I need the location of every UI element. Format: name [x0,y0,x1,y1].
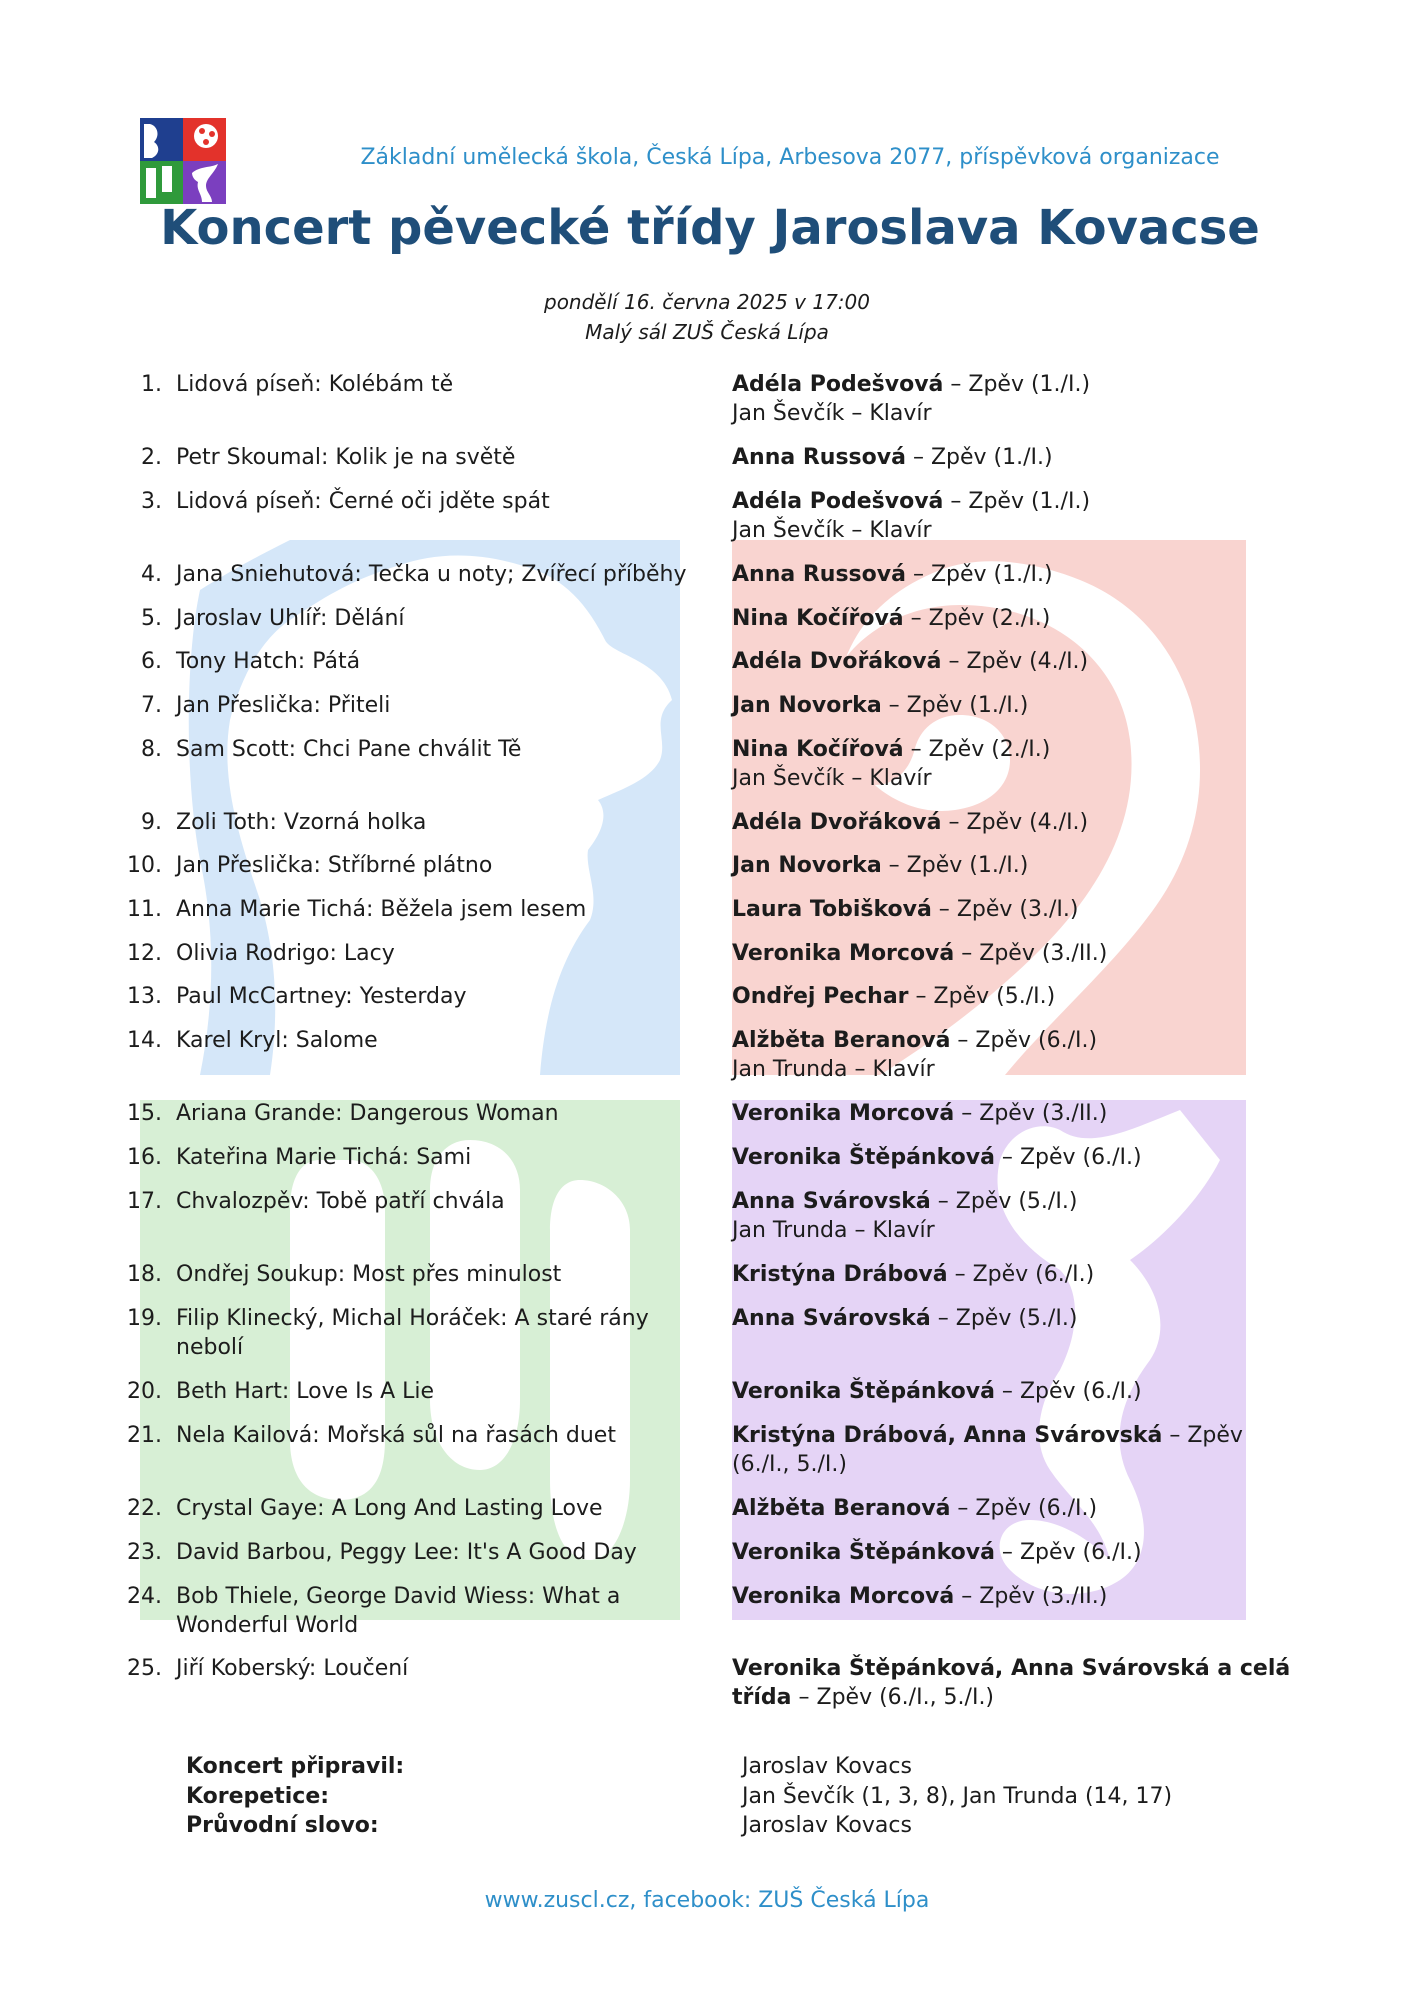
program-number: 13. [127,984,162,1009]
performer-name: Anna Russová [732,445,906,470]
performer-line: Nina Kočířová – Zpěv (2./I.) [732,737,1051,762]
performer-name: Ondřej Pechar [732,984,909,1009]
performer-name: Veronika Štěpánková [732,1379,995,1404]
program-number: 7. [141,693,162,718]
program-song: Lidová píseň: Černé oči jděte spát [176,489,550,514]
program-number: 21. [127,1423,162,1448]
performer-line: Jan Novorka – Zpěv (1./I.) [732,693,1029,718]
performer-line: Nina Kočířová – Zpěv (2./I.) [732,606,1051,631]
program-number: 8. [141,737,162,762]
program-performer [732,1099,1292,1128]
program-song: Jan Přeslička: Přiteli [176,693,391,718]
program-performer [732,982,1292,1011]
performer-line: Veronika Štěpánková, Anna Svárovská a celá třída – Zpěv (6./I., 5./I.) [732,1656,1291,1710]
program-song: Lidová píseň: Kolébám tě [176,372,454,397]
performer-line: Veronika Štěpánková – Zpěv (6./I.) [732,1145,1142,1170]
program-number: 6. [141,649,162,674]
performer-name: Jan Novorka [732,693,882,718]
program-song: Crystal Gaye: A Long And Lasting Love [176,1496,603,1521]
event-venue: Malý sál ZUŠ Česká Lípa [585,320,829,344]
program-song: Jan Přeslička: Stříbrné plátno [176,853,493,878]
program-number: 14. [127,1028,162,1053]
performer-line: Veronika Morcová – Zpěv (3./II.) [732,941,1108,966]
program-song: Ariana Grande: Dangerous Woman [176,1101,559,1126]
performer-role: Zpěv (1./I.) [968,489,1091,514]
performer-line: Kristýna Drábová, Anna Svárovská – Zpěv (6./I., 5./I.) [732,1423,1243,1477]
performer-name: Nina Kočířová [732,737,904,762]
program-performer [732,487,1292,545]
program-song: Jana Sniehutová: Tečka u noty; Zvířecí příběhy [176,562,687,587]
program-number: 17. [127,1189,162,1214]
program-song: Beth Hart: Love Is A Lie [176,1379,435,1404]
performer-name: Adéla Dvořáková [732,649,942,674]
credit-prepared-label: Koncert připravil: [186,1754,405,1779]
program-song: Ondřej Soukup: Most přes minulost [176,1262,562,1287]
program-number: 24. [127,1584,162,1609]
accompanist-line: Jan Trunda – Klavír [732,1218,935,1243]
performer-line: Alžběta Beranová – Zpěv (6./I.) [732,1028,1098,1053]
performer-name: Adéla Podešvová [732,372,944,397]
program-performer [732,1421,1292,1479]
performer-role: Zpěv (6./I.) [1019,1145,1142,1170]
program-number: 16. [127,1145,162,1170]
program-number: 1. [141,372,162,397]
page-title: Koncert pěvecké třídy Jaroslava Kovacse [160,200,1260,256]
performer-name: Laura Tobišková [732,897,932,922]
program-song: Paul McCartney: Yesterday [176,984,467,1009]
credits-labels [186,1752,404,1841]
program-performer [732,1654,1292,1712]
program-song: Kateřina Marie Tichá: Sami [176,1145,472,1170]
performer-line: Adéla Dvořáková – Zpěv (4./I.) [732,810,1089,835]
performer-name: Adéla Podešvová [732,489,944,514]
performer-role: Zpěv (6./I.) [1019,1540,1142,1565]
performer-name: Alžběta Beranová [732,1496,951,1521]
performer-role: Zpěv (5./I.) [955,1189,1078,1214]
school-name: Základní umělecká škola, Česká Lípa, Arbesova 2077, příspěvková organizace [360,145,1220,170]
program-number: 3. [141,489,162,514]
performer-line: Anna Svárovská – Zpěv (5./I.) [732,1189,1078,1214]
program-number: 23. [127,1540,162,1565]
performer-role: Zpěv (4./I.) [966,649,1089,674]
program-number: 9. [141,810,162,835]
program-performer [732,1187,1292,1245]
program-number: 5. [141,606,162,631]
performer-role: Zpěv (1./I.) [930,445,1053,470]
program-song: Chvalozpěv: Tobě patří chvála [176,1189,505,1214]
program-performer [732,1260,1292,1289]
performer-role: Zpěv (6./I.) [975,1028,1098,1053]
program-song: Petr Skoumal: Kolik je na světě [176,445,516,470]
performer-role: Zpěv (6./I.) [975,1496,1098,1521]
program-performer [732,735,1292,793]
credit-narration-value: Jaroslav Kovacs [742,1813,912,1838]
performer-line: Jan Novorka – Zpěv (1./I.) [732,853,1029,878]
performer-role: Zpěv (6./I.) [1019,1379,1142,1404]
program-song: Karel Kryl: Salome [176,1028,378,1053]
program-performer [732,604,1292,633]
program-performer [732,1304,1292,1333]
performer-name: Adéla Dvořáková [732,810,942,835]
credit-accompaniment-label: Korepetice: [186,1783,330,1809]
credit-narration-label: Průvodní slovo: [186,1813,379,1838]
program-performer [732,808,1292,837]
performer-line: Laura Tobišková – Zpěv (3./I.) [732,897,1079,922]
program-song: Tony Hatch: Pátá [176,649,361,674]
program-song: Sam Scott: Chci Pane chválit Tě [176,737,522,762]
performer-role: Zpěv (6./I., 5./I.) [816,1685,995,1710]
credit-accompaniment-value: Jan Ševčík (1, 3, 8), Jan Trunda (14, 17) [742,1783,1173,1809]
accompanist-line: Jan Ševčík – Klavír [732,518,932,543]
performer-line: Veronika Štěpánková – Zpěv (6./I.) [732,1540,1142,1565]
credits-values [742,1752,1172,1841]
program-performer [732,443,1292,472]
performer-role: Zpěv (1./I.) [930,562,1053,587]
performer-role: Zpěv (4./I.) [966,810,1089,835]
program-performer [732,1538,1292,1567]
performer-role: Zpěv (5./I.) [933,984,1056,1009]
program-song: David Barbou, Peggy Lee: It's A Good Day [176,1540,637,1565]
performer-name: Jan Novorka [732,853,882,878]
performer-line: Veronika Morcová – Zpěv (3./II.) [732,1101,1108,1126]
credit-prepared-value: Jaroslav Kovacs [742,1754,912,1779]
program-number: 15. [127,1101,162,1126]
performer-role: Zpěv (3./I.) [956,897,1079,922]
performer-role: Zpěv (1./I.) [906,853,1029,878]
accompanist-line: Jan Trunda – Klavír [732,1057,935,1082]
event-date: pondělí 16. června 2025 v 17:00 [544,290,870,314]
performer-role: Zpěv (5./I.) [955,1306,1078,1331]
performer-line: Anna Svárovská – Zpěv (5./I.) [732,1306,1078,1331]
performer-name: Veronika Morcová [732,1101,955,1126]
program-number: 25. [127,1656,162,1681]
performer-name: Anna Russová [732,562,906,587]
program-performer [732,370,1292,428]
performer-name: Nina Kočířová [732,606,904,631]
program-song: Bob Thiele, George David Wiess: What a Wonderful World [176,1584,621,1638]
program-performer [732,1143,1292,1172]
program-performer [732,851,1292,880]
accompanist-line: Jan Ševčík – Klavír [732,766,932,791]
program-performer [732,560,1292,589]
performer-name: Alžběta Beranová [732,1028,951,1053]
performer-role: Zpěv (1./I.) [906,693,1029,718]
performer-role: Zpěv (3./II.) [979,1584,1108,1609]
performer-role: Zpěv (3./II.) [979,1101,1108,1126]
performer-line: Ondřej Pechar – Zpěv (5./I.) [732,984,1056,1009]
program-song: Zoli Toth: Vzorná holka [176,810,427,835]
performer-line: Veronika Štěpánková – Zpěv (6./I.) [732,1379,1142,1404]
footer-links[interactable]: www.zuscl.cz, facebook: ZUŠ Česká Lípa [484,1888,930,1913]
program-number: 12. [127,941,162,966]
program-performer [732,647,1292,676]
performer-name: Anna Svárovská [732,1189,931,1214]
performer-role: Zpěv (3./II.) [979,941,1108,966]
performer-role: Zpěv (6./I., 5./I.) [732,1423,1243,1477]
program-song: Olivia Rodrigo: Lacy [176,941,395,966]
performer-name: Veronika Štěpánková [732,1540,995,1565]
program-number: 4. [141,562,162,587]
program-number: 10. [127,853,162,878]
performer-line: Kristýna Drábová – Zpěv (6./I.) [732,1262,1095,1287]
program-song: Jaroslav Uhlíř: Dělání [176,606,405,631]
program-performer [732,939,1292,968]
performer-line: Adéla Podešvová – Zpěv (1./I.) [732,489,1091,514]
program-number: 22. [127,1496,162,1521]
performer-name: Veronika Morcová [732,941,955,966]
performer-name: Veronika Morcová [732,1584,955,1609]
program-song: Filip Klinecký, Michal Horáček: A staré rány nebolí [176,1306,649,1360]
program-performer [732,1377,1292,1406]
program-song: Nela Kailová: Mořská sůl na řasách duet [176,1423,616,1448]
performer-role: Zpěv (1./I.) [968,372,1091,397]
performer-line: Anna Russová – Zpěv (1./I.) [732,445,1053,470]
program-song: Jiří Koberský: Loučení [176,1656,409,1681]
program-performer [732,1026,1292,1084]
performer-line: Veronika Morcová – Zpěv (3./II.) [732,1584,1108,1609]
performer-line: Adéla Podešvová – Zpěv (1./I.) [732,372,1091,397]
performer-line: Adéla Dvořáková – Zpěv (4./I.) [732,649,1089,674]
performer-name: Veronika Štěpánková [732,1145,995,1170]
performer-line: Anna Russová – Zpěv (1./I.) [732,562,1053,587]
performer-name: Anna Svárovská [732,1306,931,1331]
program-number: 20. [127,1379,162,1404]
performer-role: Zpěv (2./I.) [928,737,1051,762]
performer-role: Zpěv (6./I.) [972,1262,1095,1287]
performer-name: Kristýna Drábová [732,1262,948,1287]
program-performer [732,1582,1292,1611]
program-performer [732,691,1292,720]
performer-name: Kristýna Drábová, Anna Svárovská [732,1423,1163,1448]
program-performer [732,895,1292,924]
performer-line: Alžběta Beranová – Zpěv (6./I.) [732,1496,1098,1521]
program-performer [732,1494,1292,1523]
program-number: 2. [141,445,162,470]
performer-role: Zpěv (2./I.) [928,606,1051,631]
program-song: Anna Marie Tichá: Běžela jsem lesem [176,897,587,922]
accompanist-line: Jan Ševčík – Klavír [732,401,932,426]
program-number: 19. [127,1306,162,1331]
program-number: 11. [127,897,162,922]
program-number: 18. [127,1262,162,1287]
performer-name: Veronika Štěpánková, Anna Svárovská a celá třída [732,1656,1291,1710]
